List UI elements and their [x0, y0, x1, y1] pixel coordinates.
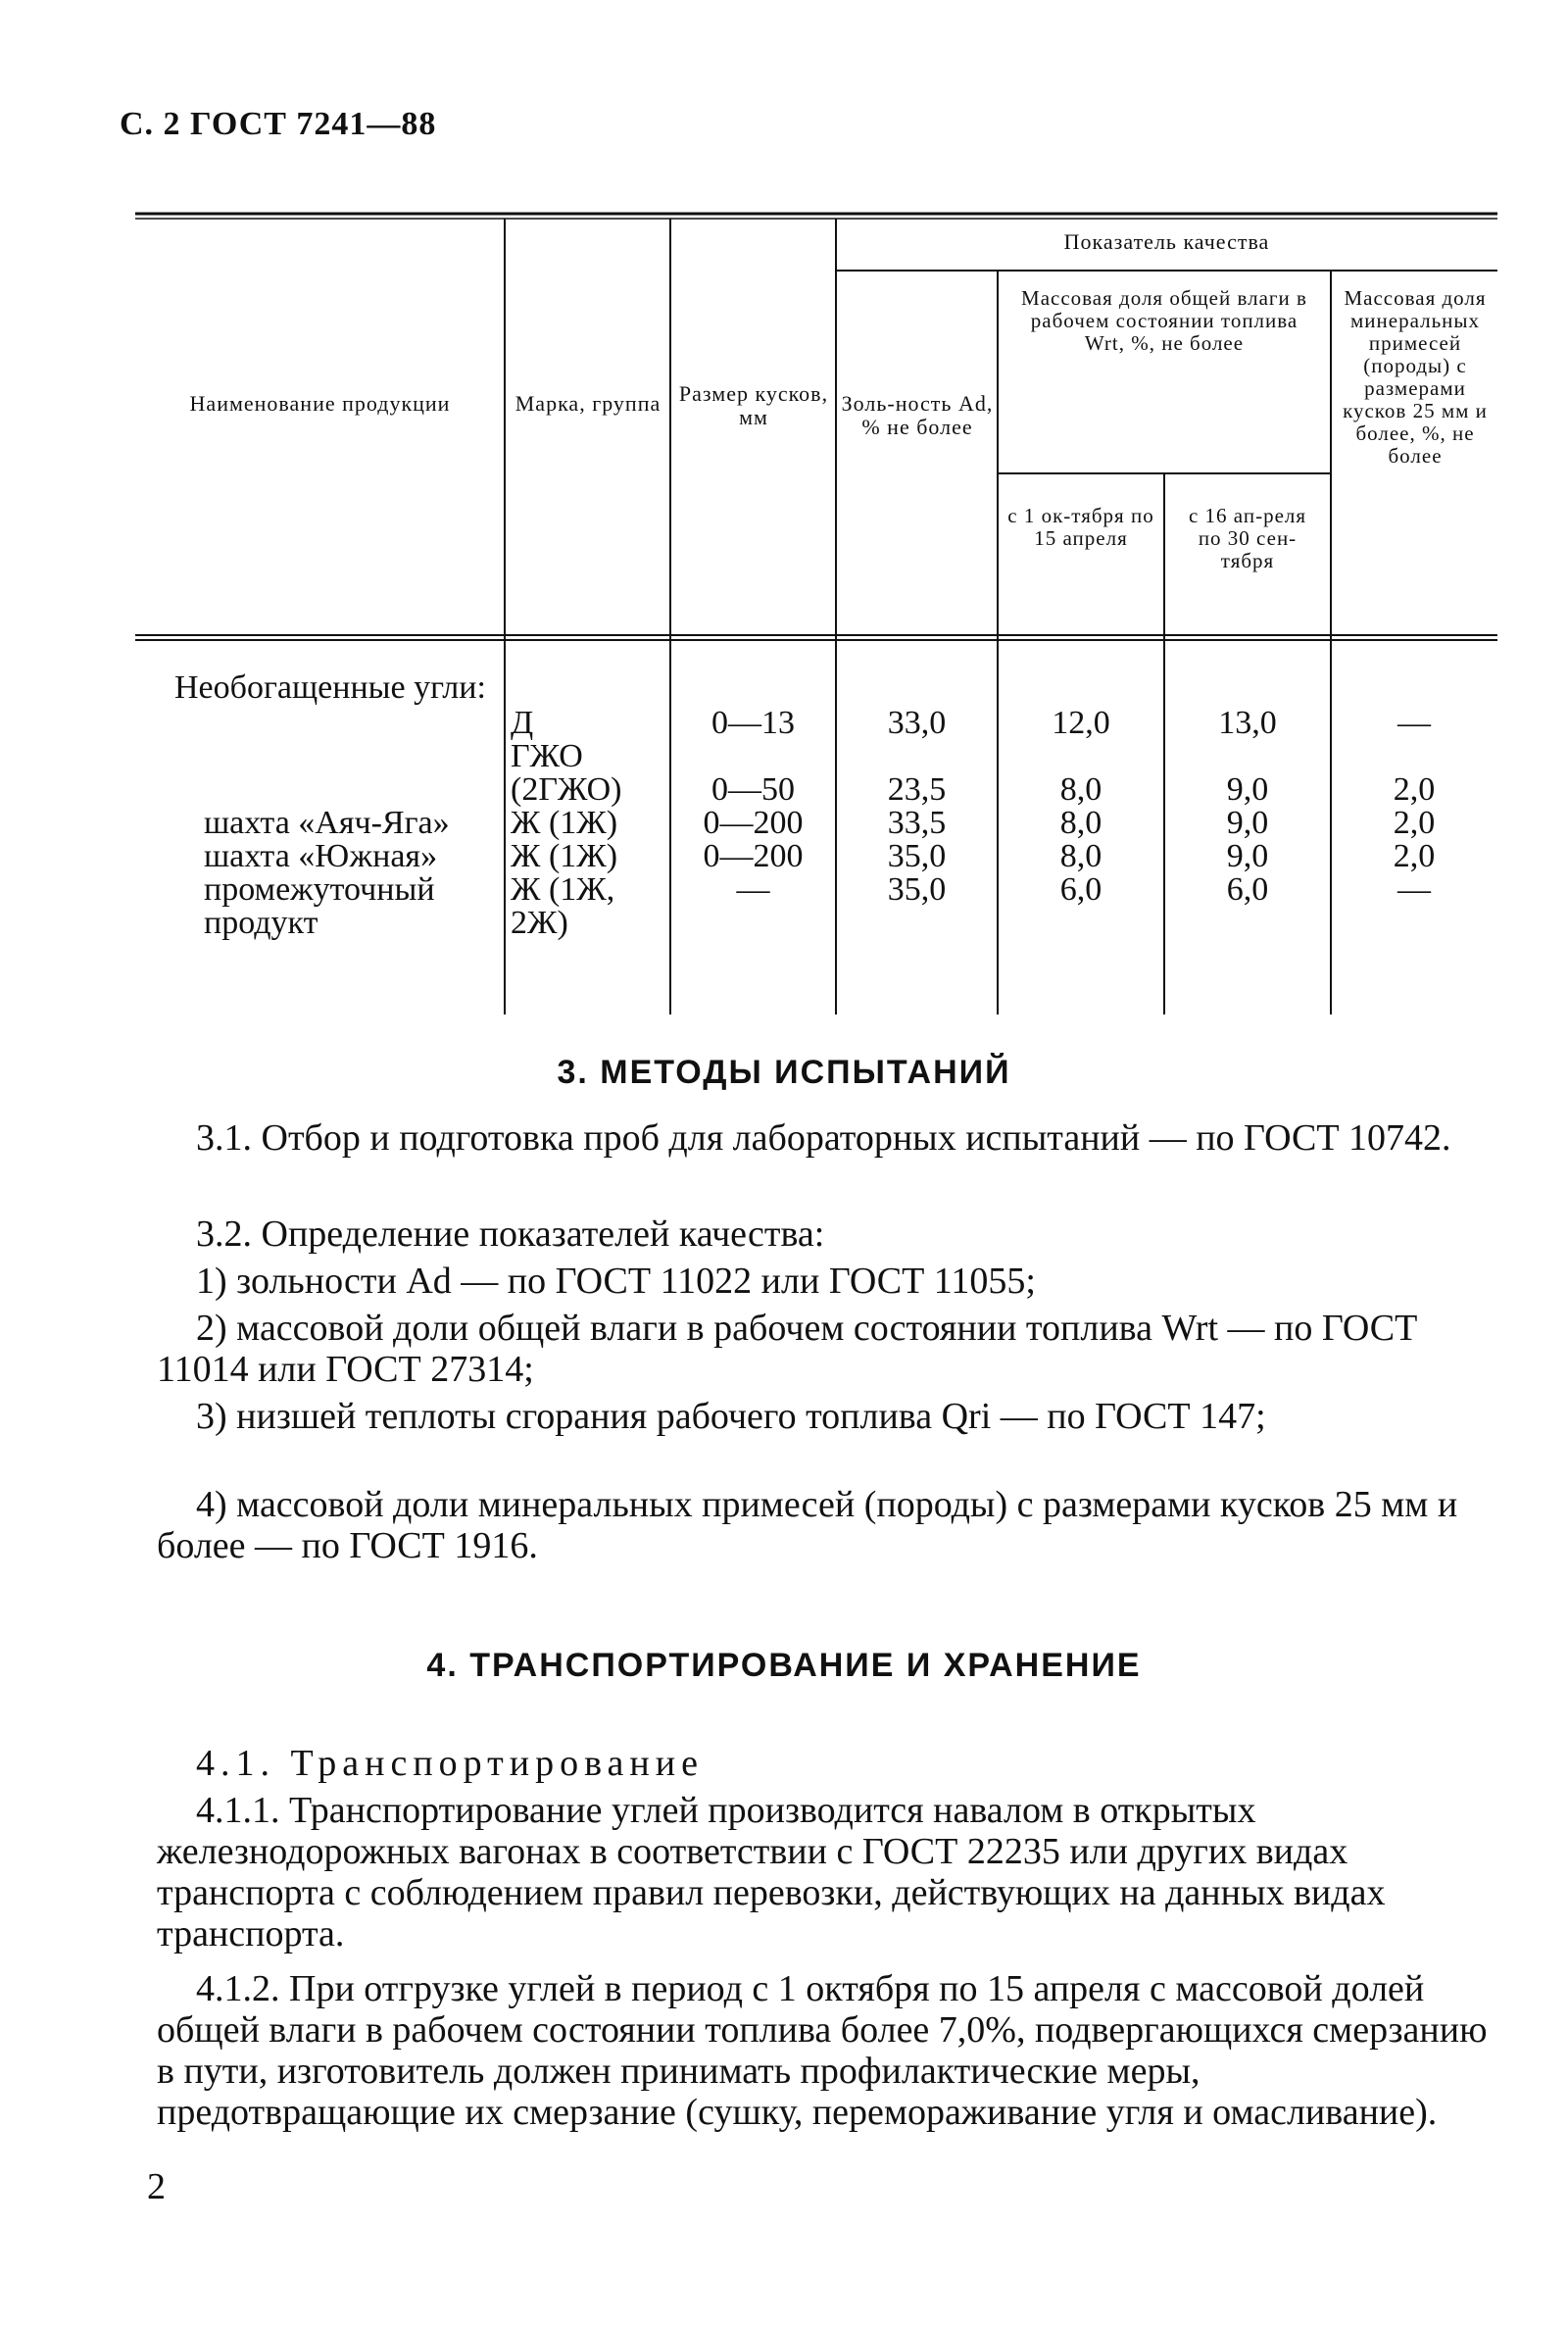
section3-title: 3. МЕТОДЫ ИСПЫТАНИЙ — [557, 1054, 1011, 1091]
row5-size: — — [736, 871, 770, 908]
para-3-1-text: 3.1. Отбор и подготовка проб для лабораторных испытаний — по ГОСТ 10742. — [196, 1117, 1451, 1159]
row1-w1: 12,0 — [1052, 705, 1110, 741]
row3-w1: 8,0 — [1059, 805, 1102, 841]
subsection-4-1: 4.1. Транспортирование — [196, 1743, 704, 1784]
col-header-moisture-winter: с 1 ок-тября по 15 апреля — [1007, 504, 1154, 550]
para-4-1-2: 4.1.2. При отгрузке углей в период с 1 октября по 15 апреля с массовой долей общей влаги в рабочем состоянии топлива более 7,0%, подвергающихся смерзанию в пути, изготовитель должен принимать профилактические меры, предотвращающие их смерзание (сушку, перемораживание угля и омасливание). — [157, 1968, 1488, 2133]
para-3-1 — [157, 1117, 1499, 1159]
para-4-1-1: 4.1.1. Транспортирование углей производится навалом в открытых железнодорожных вагонах в соответствии с ГОСТ 22235 или других видах транспорта с соблюдением правил перевозки, действующих на данных видах транспорта. — [157, 1790, 1386, 1954]
row2-mineral: 2,0 — [1393, 771, 1436, 808]
page-header: С. 2 ГОСТ 7241—88 — [120, 106, 437, 142]
col-header-ash: Золь-ность Ad, % не более — [841, 391, 994, 439]
row5-ash: 35,0 — [887, 871, 947, 908]
row5-name: промежуточный продукт — [204, 871, 435, 941]
row2-w2: 9,0 — [1226, 771, 1269, 808]
item-2: 2) массовой доли общей влаги в рабочем состоянии топлива Wrt — по ГОСТ 11014 или ГОСТ 27314; — [157, 1308, 1418, 1390]
row4-mineral: 2,0 — [1393, 838, 1436, 874]
row2-size: 0—50 — [711, 771, 795, 808]
row3-w2: 9,0 — [1226, 805, 1269, 841]
row1-w2: 13,0 — [1218, 705, 1277, 741]
col-header-moisture: Массовая доля общей влаги в рабочем состоянии топлива Wrt, %, не более — [1021, 286, 1307, 355]
row5-w2: 6,0 — [1226, 871, 1269, 908]
row4-grade: Ж (1Ж) — [511, 838, 618, 874]
col-header-moisture-summer: с 16 ап-реля по 30 сен-тября — [1188, 504, 1307, 572]
row5-grade: Ж (1Ж, 2Ж) — [511, 871, 615, 941]
row1-mineral: — — [1397, 705, 1431, 741]
section4-title: 4. ТРАНСПОРТИРОВАНИЕ И ХРАНЕНИЕ — [426, 1647, 1142, 1684]
row3-name: шахта «Аяч-Яга» — [204, 805, 450, 841]
row4-w1: 8,0 — [1059, 838, 1102, 874]
col-header-size: Размер кусков, мм — [678, 381, 829, 429]
quality-table — [135, 211, 1497, 1014]
col-header-mineral: Массовая доля минеральных примесей (породы) с размерами кусков 25 мм и более, %, не более — [1343, 286, 1488, 468]
col-header-quality: Показатель качества — [1063, 229, 1270, 254]
row4-name: шахта «Южная» — [204, 838, 438, 874]
row4-ash: 35,0 — [887, 838, 947, 874]
row3-size: 0—200 — [703, 805, 804, 841]
row3-ash: 33,5 — [887, 805, 947, 841]
row5-mineral: — — [1397, 871, 1431, 908]
row4-w2: 9,0 — [1226, 838, 1269, 874]
para-3-2: 3.2. Определение показателей качества: — [196, 1213, 825, 1255]
row4-size: 0—200 — [703, 838, 804, 874]
item-1: 1) зольности Ad — по ГОСТ 11022 или ГОСТ 11055; — [196, 1261, 1036, 1302]
item-3: 3) низшей теплоты сгорания рабочего топлива Qri — по ГОСТ 147; — [196, 1396, 1266, 1437]
row1-size: 0—13 — [711, 705, 795, 741]
row1-ash: 33,0 — [887, 705, 947, 741]
row2-w1: 8,0 — [1059, 771, 1102, 808]
row3-mineral: 2,0 — [1393, 805, 1436, 841]
row2-ash: 23,5 — [887, 771, 947, 808]
col-header-name: Наименование продукции — [189, 391, 451, 416]
col-header-grade: Марка, группа — [514, 391, 662, 416]
row2-grade: ГЖО (2ГЖО) — [511, 738, 622, 808]
page-number: 2 — [147, 2166, 166, 2207]
group-label: Необогащенные угли: — [174, 669, 486, 706]
row1-grade: Д — [511, 705, 534, 741]
item-4: 4) массовой доли минеральных примесей (породы) с размерами кусков 25 мм и более — по ГОСТ 1916. — [157, 1484, 1458, 1566]
row3-grade: Ж (1Ж) — [511, 805, 618, 841]
row5-w1: 6,0 — [1059, 871, 1102, 908]
